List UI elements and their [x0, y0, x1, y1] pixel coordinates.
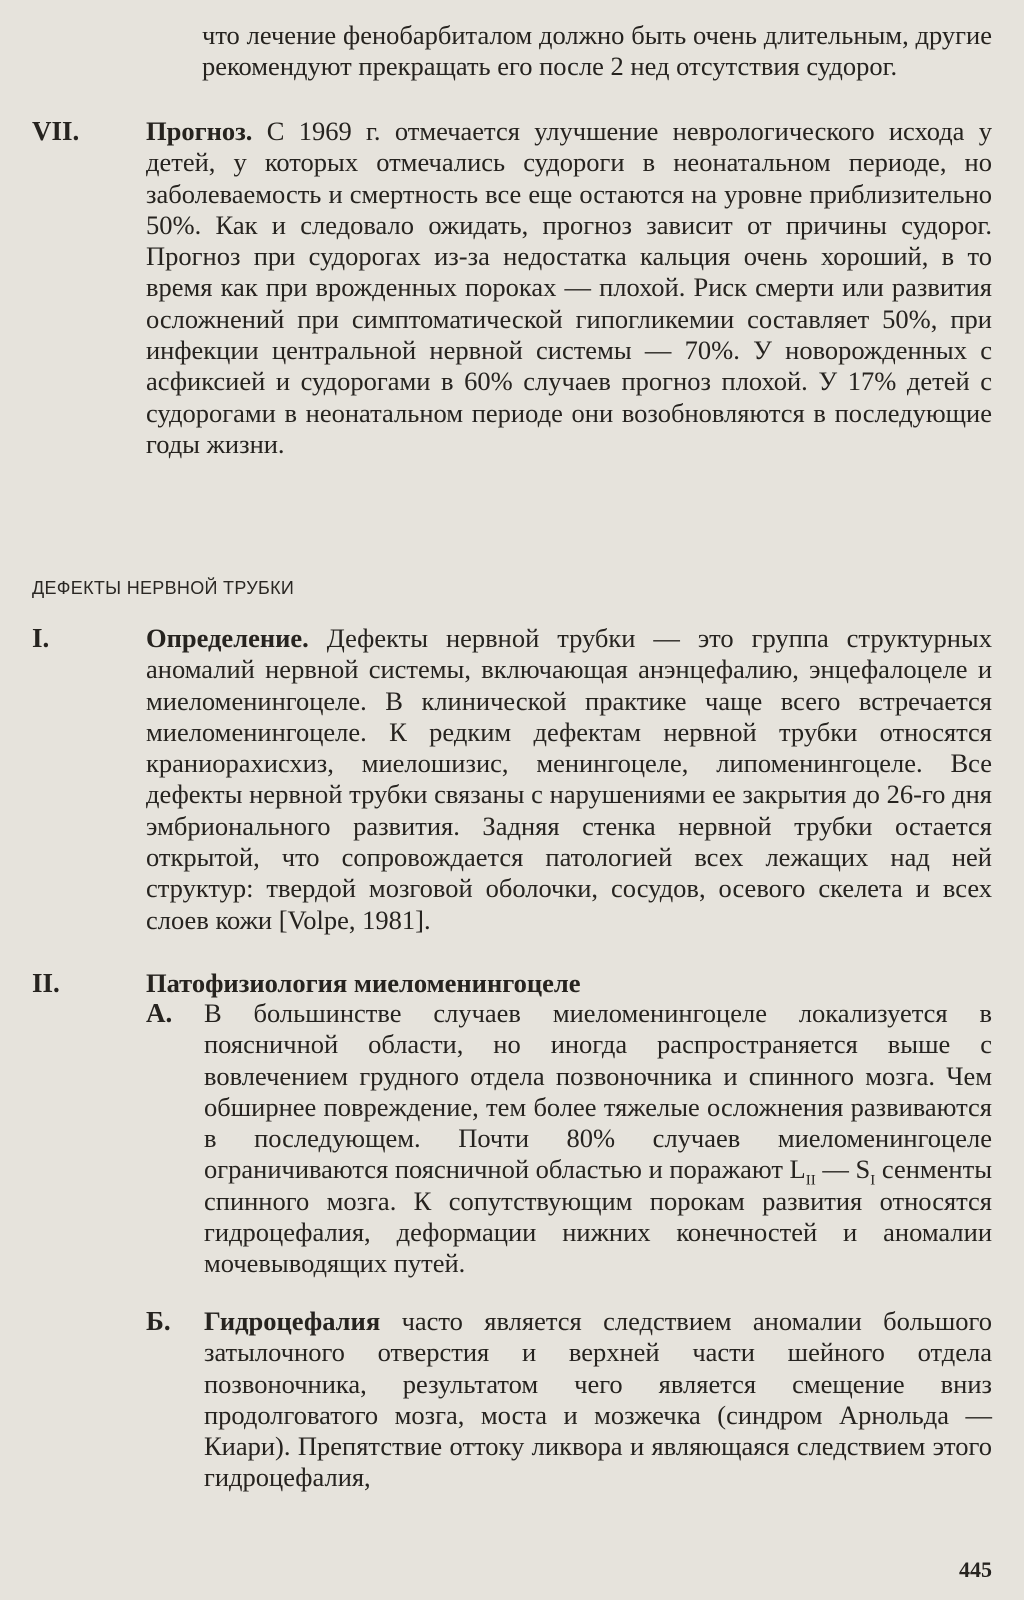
section-number-vii: VII. — [32, 116, 80, 146]
definition-heading: Определение. — [146, 623, 309, 653]
definition-paragraph — [146, 623, 992, 936]
pathophysiology-heading: Патофизиология миеломенингоцеле — [146, 968, 581, 998]
item-letter-b: Б. — [146, 1306, 171, 1336]
item-b-paragraph: Гидроцефалия часто является следствием аномалии большого затылочного отверстия и верхней части шейного отдела позвоночника, результатом чего является смещение вниз продолговатого мозга, моста и мозжечка (синдром Арнольда — Киари). Препятствие оттоку ликвора и являющаяся следствием этого гидроцефалия, — [204, 1306, 992, 1493]
definition-text: Дефекты нервной трубки — это группа структурных аномалий нервной системы, включающая анэнцефалию, энцефалоцеле и миеломенингоцеле. В клинической практике чаще всего встречается миеломенингоцеле. К редким дефектам нервной трубки относятся краниорахисхиз, миелошизис, менингоцеле, липоменингоцеле. Все дефекты нервной трубки связаны с нарушениями ее закрытия до 26-го дня эмбрионального развития. Задняя стенка нервной трубки остается открытой, что сопровождается патологией всех лежащих над ней структур: твердой мозговой оболочки, сосудов, осевого скелета и всех слоев кожи [Volpe, 1981]. — [146, 623, 992, 935]
continuation-paragraph: что лечение фенобарбиталом должно быть очень длительным, другие рекомендуют прекращать его после 2 нед отсутствия судорог. — [202, 20, 992, 82]
hydrocephalus-term: Гидроцефалия — [204, 1306, 381, 1336]
prognosis-paragraph — [146, 116, 992, 460]
prognosis-heading: Прогноз. — [146, 116, 253, 146]
section-title: ДЕФЕКТЫ НЕРВНОЙ ТРУБКИ — [32, 578, 295, 598]
page-number: 445 — [959, 1557, 992, 1582]
item-letter-a: А. — [146, 998, 173, 1028]
section-number-ii: II. — [32, 968, 60, 998]
prognosis-text: С 1969 г. отмечается улучшение неврологического исхода у детей, у которых отмечались судороги в неонатальном периоде, но заболеваемость и смертность все еще остаются на уровне приблизительно 50%. Как и следовало ожидать, прогноз зависит от причины судорог. Прогноз при судорогах из-за недостатка кальция очень хороший, в то время как при врожденных пороках — плохой. Риск смерти или развития осложнений при симптоматической гипогликемии составляет 50%, при инфекции центральной нервной системы — 70%. У новорожденных с асфиксией и судорогами в 60% случаев прогноз плохой. У 17% детей с судорогами в неонатальном периоде они возобновляются в последующие годы жизни. — [146, 116, 992, 459]
section-number-i: I. — [32, 623, 50, 653]
item-a-paragraph: В большинстве случаев миеломенингоцеле локализуется в поясничной области, но иногда распространяется выше с вовлечением грудного отдела позвоночника и спинного мозга. Чем обширнее повреждение, тем более тяжелые осложнения развиваются в последующем. Почти 80% случаев миеломенингоцеле ограничиваются поясничной областью и поражают $L_{II}$ — $S_I$ сенменты спинного мозга. К сопутствующим порокам развития относятся гидроцефалия, деформации нижних конечностей и аномалии мочевыводящих путей. — [204, 998, 993, 1279]
